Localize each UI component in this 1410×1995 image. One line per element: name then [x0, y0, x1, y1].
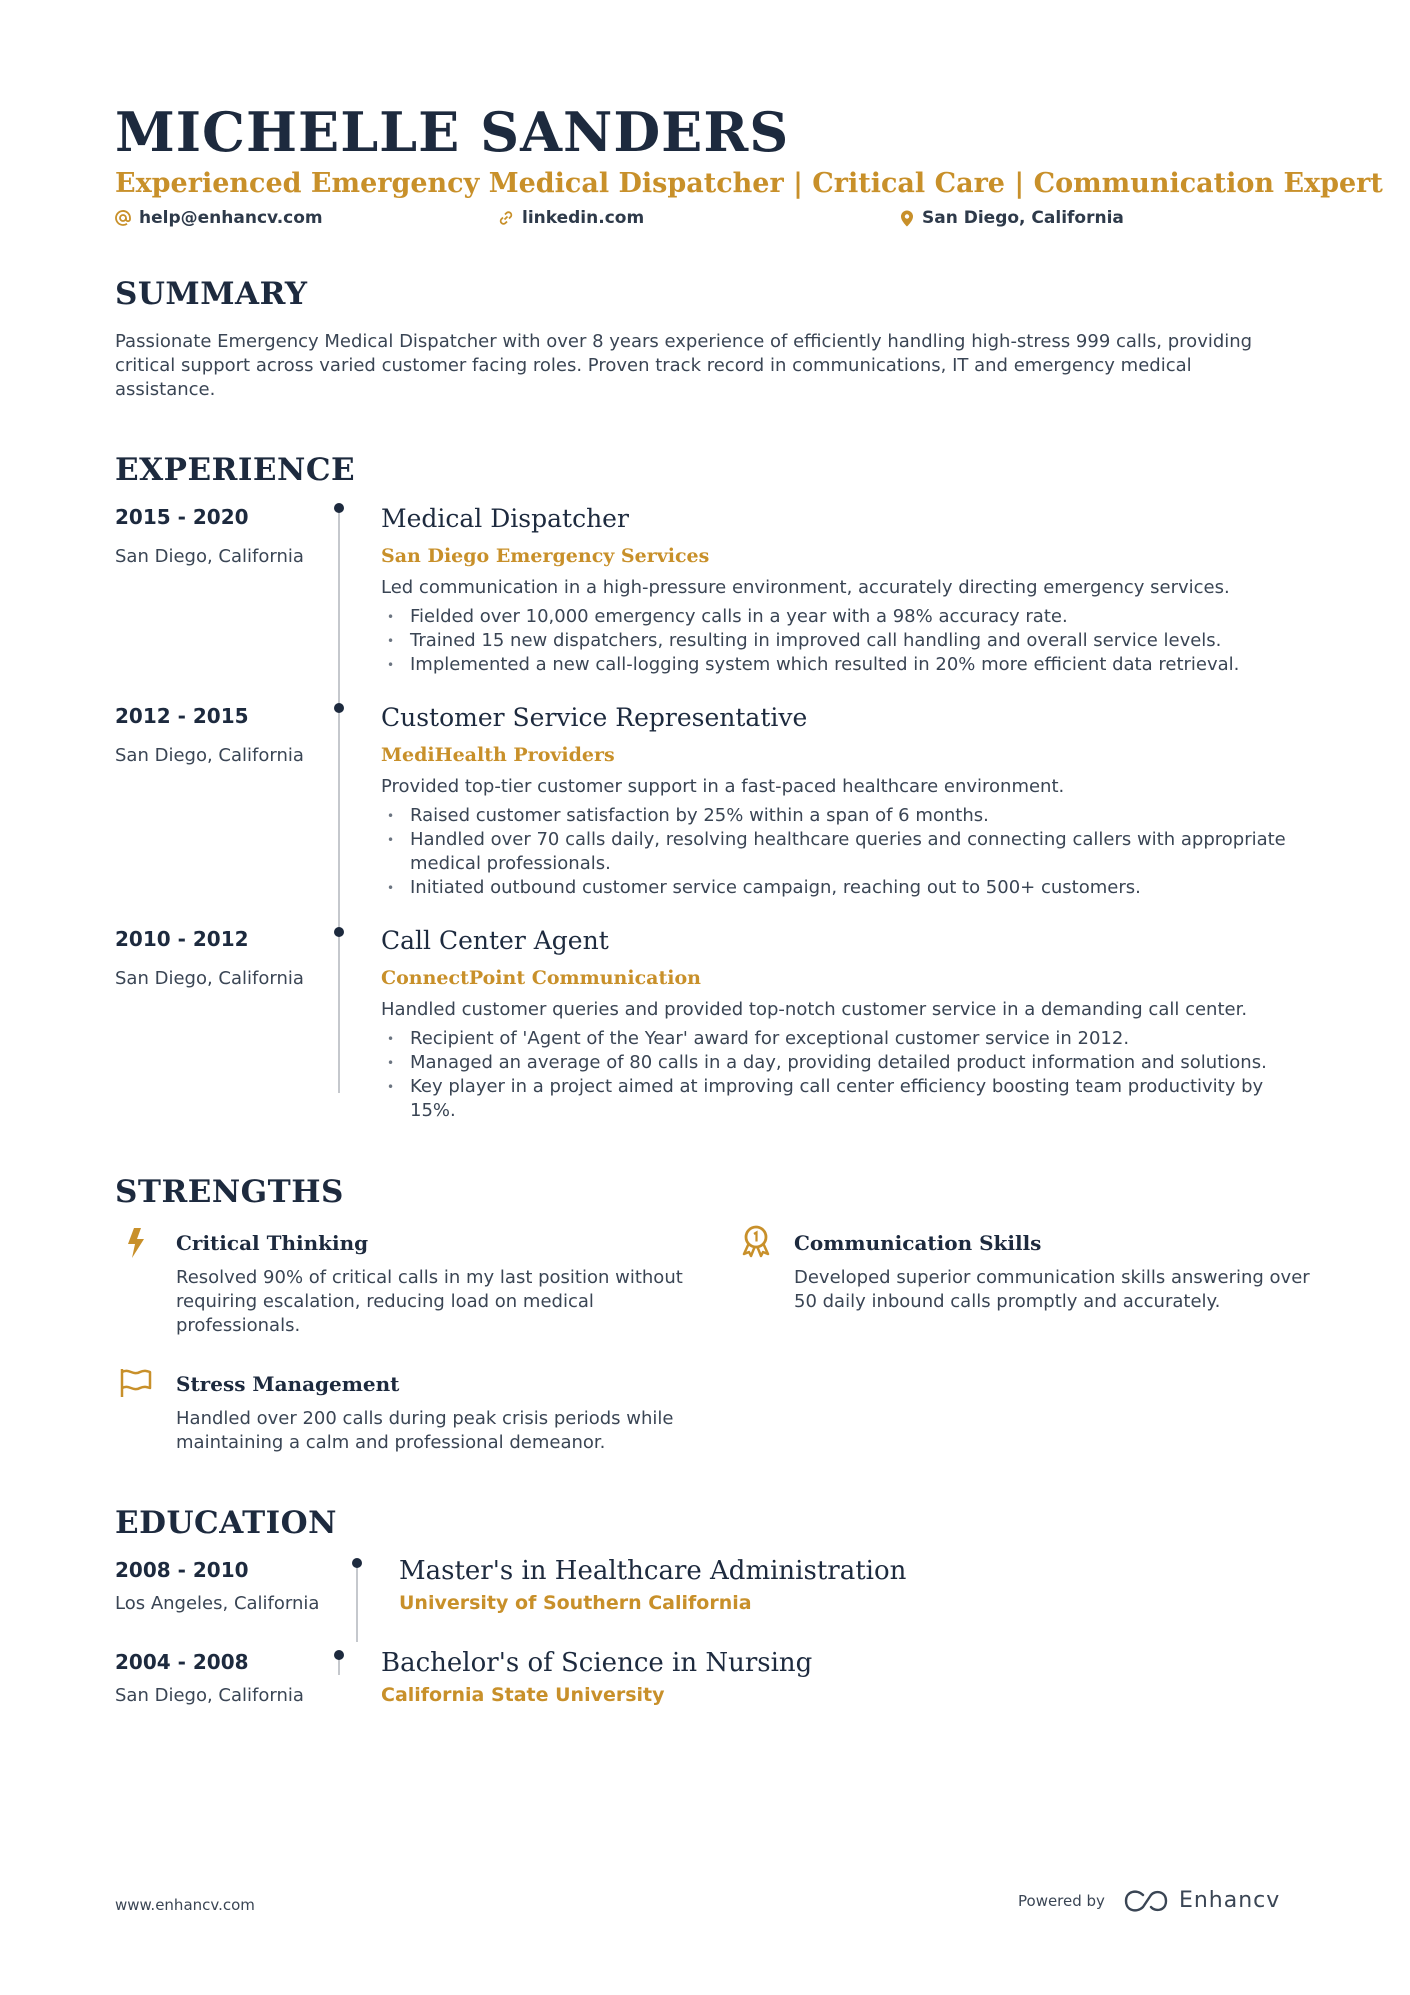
education-school: University of Southern California	[399, 1592, 752, 1614]
list-item: • Initiated outbound customer service campaign, reaching out to 500+ customers.	[381, 876, 1301, 900]
experience-company: San Diego Emergency Services	[381, 545, 710, 567]
brand-name: Enhancv	[1178, 1888, 1281, 1913]
experience-company: MediHealth Providers	[381, 744, 615, 766]
footer-branding	[1018, 1888, 1280, 1913]
experience-location: San Diego, California	[115, 968, 304, 989]
location-text: San Diego, California	[922, 208, 1124, 228]
experience-dates: 2010 - 2012	[115, 927, 249, 951]
summary-text: Passionate Emergency Medical Dispatcher with over 8 years experience of efficiently handling high-stress 999 calls, providing critical support across varied customer facing roles. Proven track record in communications, IT and emergency medical assistance.	[115, 331, 1253, 400]
strength-description: Resolved 90% of critical calls in my last position without requiring escalation, reducing load on medical professionals.	[176, 1267, 683, 1336]
experience-role: Call Center Agent	[381, 926, 609, 955]
enhancv-logo-icon	[1123, 1889, 1169, 1913]
education-school: California State University	[381, 1684, 665, 1706]
powered-by-label: Powered by	[1018, 1891, 1105, 1910]
strengths-heading: STRENGTHS	[115, 1174, 344, 1210]
experience-location: San Diego, California	[115, 546, 304, 567]
strength-title: Communication Skills	[794, 1231, 1042, 1255]
list-item: • Managed an average of 80 calls in a day, providing detailed product information and solutions.	[381, 1051, 1301, 1075]
candidate-name: MICHELLE SANDERS	[115, 100, 790, 164]
lightning-icon	[120, 1226, 154, 1260]
experience-dates: 2015 - 2020	[115, 505, 249, 529]
strength-title: Stress Management	[176, 1372, 400, 1396]
contact-location	[900, 208, 1124, 228]
timeline-dot	[334, 1650, 344, 1660]
list-item: • Recipient of 'Agent of the Year' award for exceptional customer service in 2012.	[381, 1027, 1301, 1051]
experience-bullets	[381, 605, 1301, 677]
contact-email[interactable]	[115, 208, 323, 228]
experience-company: ConnectPoint Communication	[381, 967, 701, 989]
strength-title: Critical Thinking	[176, 1231, 369, 1255]
experience-role: Customer Service Representative	[381, 703, 808, 732]
list-item: • Implemented a new call-logging system which resulted in 20% more efficient data retrieval.	[381, 653, 1301, 677]
list-item: • Key player in a project aimed at improving call center efficiency boosting team productivity by 15%.	[381, 1075, 1301, 1123]
at-icon	[115, 210, 131, 226]
timeline-dot	[352, 1558, 362, 1568]
summary-heading: SUMMARY	[115, 276, 308, 312]
brand-logo	[1123, 1888, 1280, 1913]
timeline-dot	[334, 503, 344, 513]
list-item: • Raised customer satisfaction by 25% within a span of 6 months.	[381, 804, 1301, 828]
experience-description: Provided top-tier customer support in a fast-paced healthcare environment.	[381, 776, 1065, 797]
timeline-dot	[334, 703, 344, 713]
education-degree: Master's in Healthcare Administration	[399, 1556, 907, 1586]
education-timeline-line	[356, 1566, 358, 1642]
education-degree: Bachelor's of Science in Nursing	[381, 1648, 813, 1678]
experience-heading: EXPERIENCE	[115, 452, 356, 488]
experience-description: Led communication in a high-pressure environment, accurately directing emergency services.	[381, 577, 1230, 598]
experience-dates: 2012 - 2015	[115, 704, 249, 728]
flag-icon	[119, 1366, 153, 1400]
experience-role: Medical Dispatcher	[381, 504, 629, 533]
timeline-dot	[334, 927, 344, 937]
experience-timeline-line	[338, 508, 340, 1093]
award-icon	[739, 1224, 773, 1258]
footer-website[interactable]: www.enhancv.com	[115, 1896, 255, 1914]
linkedin-text: linkedin.com	[522, 208, 645, 228]
list-item: • Handled over 70 calls daily, resolving healthcare queries and connecting callers with appropriate medical professionals.	[381, 828, 1301, 876]
education-dates: 2004 - 2008	[115, 1650, 249, 1674]
experience-description: Handled customer queries and provided top-notch customer service in a demanding call center.	[381, 999, 1248, 1020]
email-text: help@enhancv.com	[139, 208, 323, 228]
headline: Experienced Emergency Medical Dispatcher | Critical Care | Communication Expert	[115, 168, 1383, 199]
education-heading: EDUCATION	[115, 1505, 337, 1541]
education-location: Los Angeles, California	[115, 1593, 320, 1614]
contact-linkedin[interactable]	[498, 208, 644, 228]
education-dates: 2008 - 2010	[115, 1558, 249, 1582]
link-icon	[498, 210, 514, 226]
list-item: • Fielded over 10,000 emergency calls in a year with a 98% accuracy rate.	[381, 605, 1301, 629]
location-pin-icon	[900, 210, 914, 227]
strength-description: Developed superior communication skills answering over 50 daily inbound calls promptly and accurately.	[794, 1267, 1310, 1312]
education-location: San Diego, California	[115, 1685, 304, 1706]
experience-bullets	[381, 1027, 1301, 1123]
experience-location: San Diego, California	[115, 745, 304, 766]
strength-description: Handled over 200 calls during peak crisis periods while maintaining a calm and professional demeanor.	[176, 1408, 674, 1453]
experience-bullets	[381, 804, 1301, 900]
list-item: • Trained 15 new dispatchers, resulting in improved call handling and overall service levels.	[381, 629, 1301, 653]
